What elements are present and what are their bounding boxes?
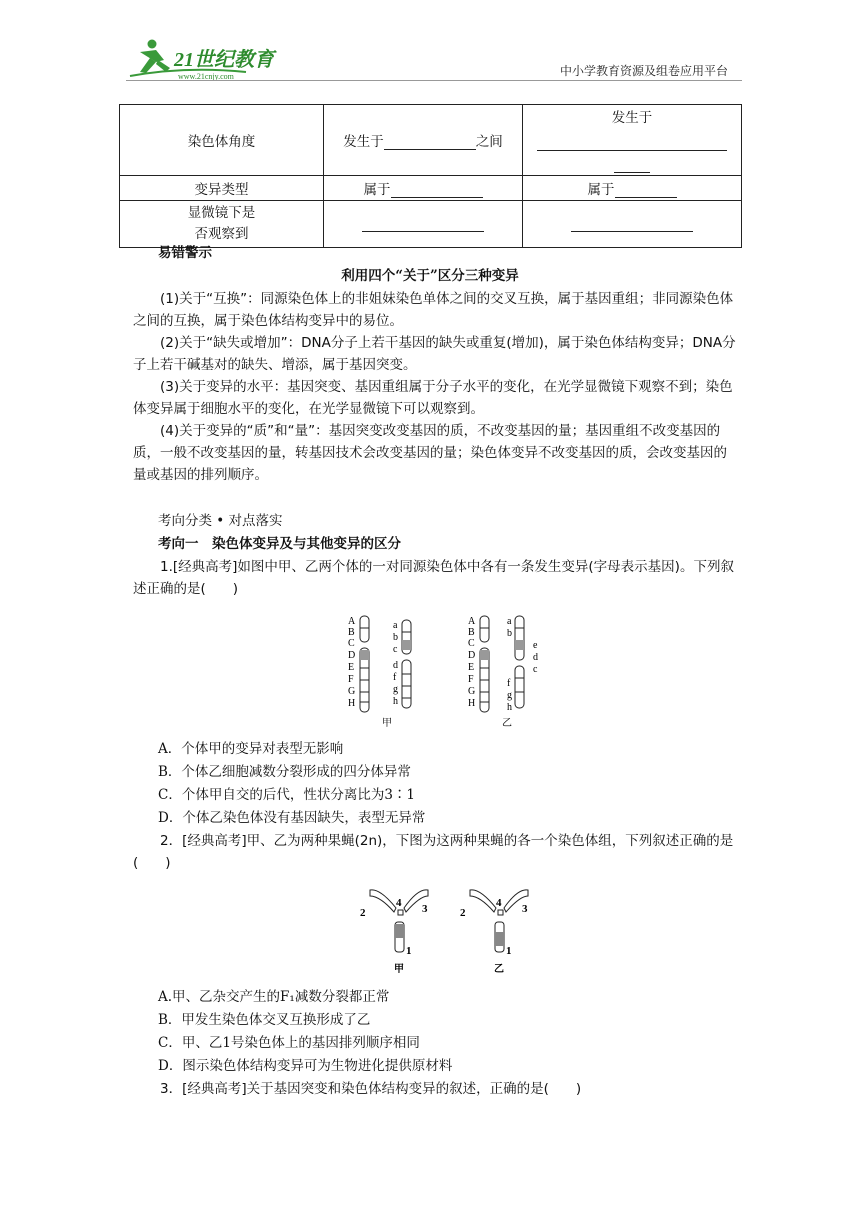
fill-blank[interactable] [571,218,693,233]
svg-text:F: F [468,674,474,685]
warning-paragraph: (2)关于“缺失或增加”：DNA分子上若干基因的缺失或重复(增加)，属于染色体结构变异；DNA分子上若干碱基对的缺失、增添，属于基因突变。 [133,335,736,373]
svg-text:E: E [468,662,475,673]
chromosome-jia-left [360,616,369,712]
warning-paragraph: (4)关于变异的“质”和“量”：基因突变改变基因的质，不改变基因的量；基因重组不改变基因的质，一般不改变基因的量，转基因技术会改变基因的量；染色体变异不改变基因的质，会改变基因的量或基因的排列顺序。 [133,423,727,483]
warning-paragraph: (3)关于变异的水平：基因突变、基因重组属于分子水平的变化，在光学显微镜下观察不到；染色体变异属于细胞水平的变化，在光学显微镜下可以观察到。 [133,379,733,417]
svg-text:E: E [348,662,355,673]
svg-text:A: A [468,616,476,627]
cell-prefix: 发生于 [611,110,653,126]
svg-text:1: 1 [506,945,512,957]
svg-text:H: H [468,698,476,709]
svg-text:1: 1 [406,945,412,957]
warning-heading: 易错警示 [158,245,212,261]
svg-text:2: 2 [360,907,366,919]
svg-text:b: b [507,628,512,639]
svg-text:a: a [507,616,512,627]
section-subtitle: 考向一 染色体变异及与其他变异的区分 [158,536,401,552]
q2-option-a[interactable]: A.甲、乙杂交产生的F₁减数分裂都正常 [158,989,390,1005]
table-cell [523,176,742,201]
table-row [120,176,742,201]
jia-right-labels [393,620,398,707]
svg-text:c: c [393,644,398,655]
svg-text:4: 4 [496,897,502,909]
q2-option-c[interactable]: C．甲、乙1号染色体上的基因排列顺序相同 [158,1035,420,1051]
chromosome-yi-left [480,616,489,712]
row-label [120,201,324,248]
svg-text:b: b [393,632,398,643]
fill-blank[interactable] [384,136,476,151]
table-cell [523,201,742,248]
chromosome-set-yi [460,890,528,975]
table-row [120,201,742,248]
fill-blank[interactable] [614,159,650,174]
svg-text:4: 4 [396,897,402,909]
svg-text:3: 3 [422,903,428,915]
svg-text:a: a [393,620,398,631]
label-jia: 甲 [382,718,392,729]
logo-url: www.21cnjy.com [178,72,234,81]
svg-text:h: h [393,696,398,707]
q1-option-a[interactable]: A．个体甲的变异对表型无影响 [158,741,344,757]
table-cell [324,176,523,201]
row-label: 变异类型 [120,176,324,201]
cell-prefix: 属于 [587,182,615,198]
section-title: 考向分类 • 对点落实 [158,513,283,529]
svg-text:c: c [533,664,538,675]
fly-chromosome-figure [360,882,540,978]
svg-text:d: d [393,660,398,671]
site-logo [126,36,294,82]
table-row [120,105,742,176]
fill-blank[interactable] [615,184,677,199]
svg-text:e: e [533,640,538,651]
table-cell [324,105,523,176]
platform-name: 中小学教育资源及组卷应用平台 [559,64,728,78]
fill-blank[interactable] [391,184,483,199]
q1-option-c[interactable]: C．个体甲自交的后代，性状分离比为3∶1 [158,787,416,803]
row-label: 染色体角度 [120,105,324,176]
svg-text:g: g [393,684,398,695]
question-3-stem [133,1078,738,1100]
svg-text:G: G [468,686,476,697]
svg-text:F: F [348,674,354,685]
q1-option-d[interactable]: D．个体乙染色体没有基因缺失，表型无异常 [158,810,426,826]
svg-text:f: f [393,672,397,683]
svg-text:3: 3 [522,903,528,915]
fill-blank[interactable] [362,218,484,233]
question-stem: 3．[经典高考]关于基因突变和染色体结构变异的叙述，正确的是( ) [160,1081,582,1097]
chromosome-set-jia [360,890,428,975]
svg-text:H: H [348,698,356,709]
fill-blank[interactable] [537,137,727,152]
svg-text:B: B [468,627,475,638]
warning-body [133,288,738,486]
svg-text:A: A [348,616,356,627]
label-jia: 甲 [394,964,404,975]
chromosome-jia-right [402,620,411,708]
question-stem: 2．[经典高考]甲、乙为两种果蝇(2n)，下图为这两种果蝇的各一个染色体组，下列叙述正确的是( ) [133,833,734,871]
svg-text:g: g [507,690,512,701]
warning-paragraph: (1)关于“互换”：同源染色体上的非姐妹染色单体之间的交叉互换，属于基因重组；非同源染色体之间的互换，属于染色体结构变异中的易位。 [133,291,734,329]
svg-text:C: C [348,638,355,649]
svg-text:2: 2 [460,907,466,919]
logo-text: 21世纪教育 [174,49,274,71]
svg-text:d: d [533,652,538,663]
svg-text:C: C [468,638,475,649]
header-divider [126,80,742,81]
svg-text:f: f [507,678,511,689]
q2-option-b[interactable]: B．甲发生染色体交叉互换形成了乙 [158,1012,371,1028]
question-stem: 1.[经典高考]如图中甲、乙两个体的一对同源染色体中各有一条发生变异(字母表示基因)。下列叙述正确的是( ) [133,559,734,597]
question-2-stem [133,830,738,874]
comparison-table [119,104,742,248]
cell-prefix: 发生于 [343,134,384,150]
svg-text:D: D [348,650,356,661]
label-yi: 乙 [494,964,504,975]
table-cell [324,201,523,248]
jia-left-labels [348,616,356,709]
question-1-stem [133,556,738,600]
q1-option-b[interactable]: B．个体乙细胞减数分裂形成的四分体异常 [158,764,411,780]
svg-text:G: G [348,686,356,697]
chromosome-figure-1 [340,612,520,732]
label-yi: 乙 [502,718,512,729]
svg-text:h: h [507,702,512,712]
svg-text:B: B [348,627,355,638]
yi-left-labels [468,616,476,709]
row-label-line: 显微镜下是 [187,205,256,221]
chromosome-figure-1b [505,612,545,712]
svg-text:D: D [468,650,476,661]
q2-option-d[interactable]: D．图示染色体结构变异可为生物进化提供原材料 [158,1058,453,1074]
cell-prefix: 属于 [363,182,391,198]
row-label-line: 否观察到 [194,226,249,242]
cell-suffix: 之间 [475,134,503,150]
table-cell [523,105,742,176]
warning-title: 利用四个“关于”区分三种变异 [341,268,519,284]
